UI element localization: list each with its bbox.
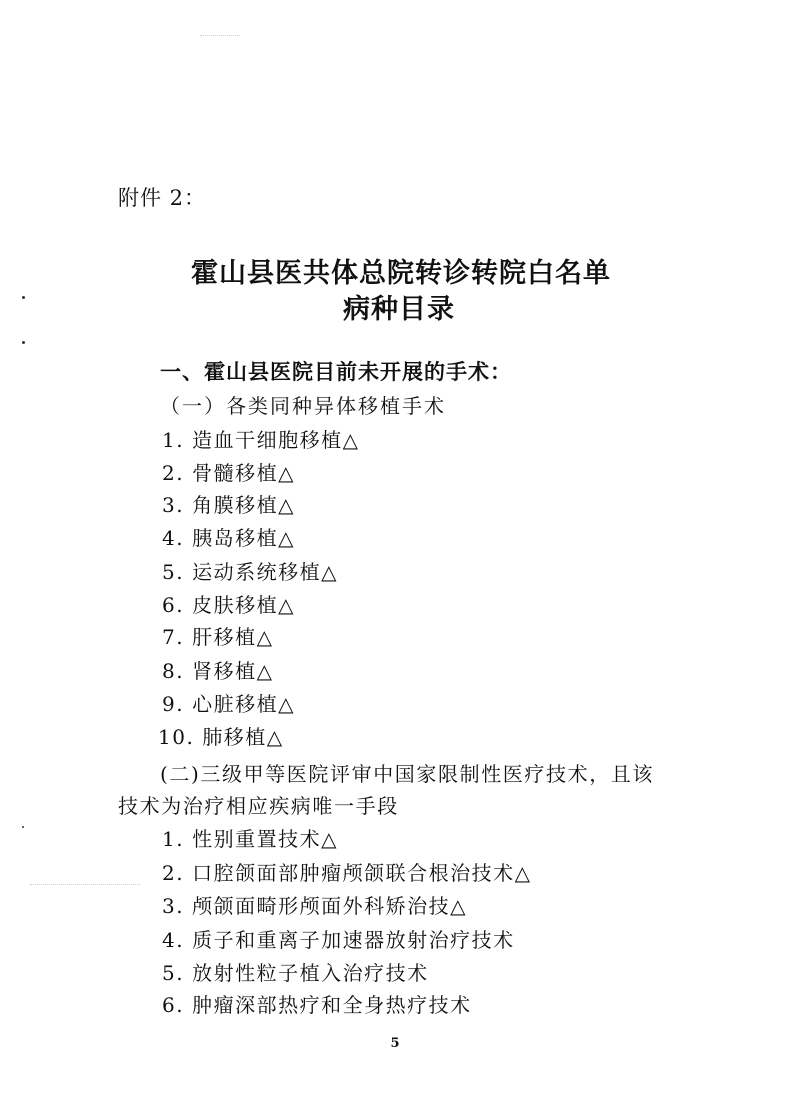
list-item	[162, 522, 295, 551]
item-text: 放射性粒子植入治疗技术	[192, 961, 429, 985]
item-number: 4.	[162, 526, 185, 550]
list-item	[162, 589, 295, 618]
item-number: 2.	[162, 861, 185, 885]
subsection-2-heading: (二)三级甲等医院评审中国家限制性医疗技术，且该	[160, 762, 655, 786]
item-number: 9.	[162, 692, 185, 716]
scan-mark	[30, 884, 140, 886]
item-text: 运动系统移植△	[192, 560, 338, 584]
item-number: 10.	[158, 725, 195, 749]
item-number: 5.	[162, 560, 185, 584]
item-text: 胰岛移植△	[192, 526, 295, 550]
list-item	[158, 721, 284, 750]
item-number: 7.	[162, 625, 185, 649]
item-text: 口腔颌面部肿瘤颅颌联合根治技术△	[192, 861, 532, 885]
item-text: 角膜移植△	[192, 493, 295, 517]
list-item	[162, 489, 295, 518]
item-number: 3.	[162, 894, 185, 918]
list-item	[162, 924, 515, 953]
item-number: 1.	[162, 827, 185, 851]
attachment-label: 附件 2：	[118, 186, 207, 210]
subsection-2-heading-continued: 技术为治疗相应疾病唯一手段	[118, 794, 399, 818]
item-text: 皮肤移植△	[192, 593, 295, 617]
item-text: 骨髓移植△	[192, 461, 295, 485]
item-number: 4.	[162, 928, 185, 952]
list-item	[162, 823, 338, 852]
item-number: 3.	[162, 493, 185, 517]
item-text: 肾移植△	[192, 659, 274, 683]
subsection-1-heading: （一）各类同种异体移植手术	[160, 394, 446, 418]
item-number: 8.	[162, 659, 185, 683]
item-number: 5.	[162, 961, 185, 985]
section-1-heading: 一、霍山县医院目前未开展的手术：	[160, 360, 512, 384]
list-item	[162, 424, 359, 453]
item-number: 6.	[162, 993, 185, 1017]
scan-speck	[22, 826, 24, 828]
list-item	[162, 857, 531, 886]
item-text: 造血干细胞移植△	[192, 428, 360, 452]
item-text: 心脏移植△	[192, 692, 295, 716]
item-number: 1.	[162, 428, 185, 452]
list-item	[162, 989, 472, 1018]
item-text: 肝移植△	[192, 625, 274, 649]
page-number: 5	[390, 1036, 400, 1051]
item-text: 肺移植△	[202, 725, 284, 749]
list-item	[162, 655, 273, 684]
document-subtitle: 病种目录	[343, 294, 455, 325]
scan-mark	[200, 35, 240, 37]
item-text: 质子和重离子加速器放射治疗技术	[192, 928, 515, 952]
item-number: 6.	[162, 593, 185, 617]
list-item	[162, 457, 295, 486]
scan-speck	[22, 341, 25, 344]
item-text: 性别重置技术△	[192, 827, 338, 851]
item-text: 颅颌面畸形颅面外科矫治技△	[192, 894, 467, 918]
list-item	[162, 688, 295, 717]
list-item	[162, 890, 467, 919]
item-text: 肿瘤深部热疗和全身热疗技术	[192, 993, 472, 1017]
list-item	[162, 621, 273, 650]
document-title: 霍山县医共体总院转诊转院白名单	[191, 258, 611, 289]
list-item	[162, 556, 338, 585]
item-number: 2.	[162, 461, 185, 485]
list-item	[162, 957, 429, 986]
